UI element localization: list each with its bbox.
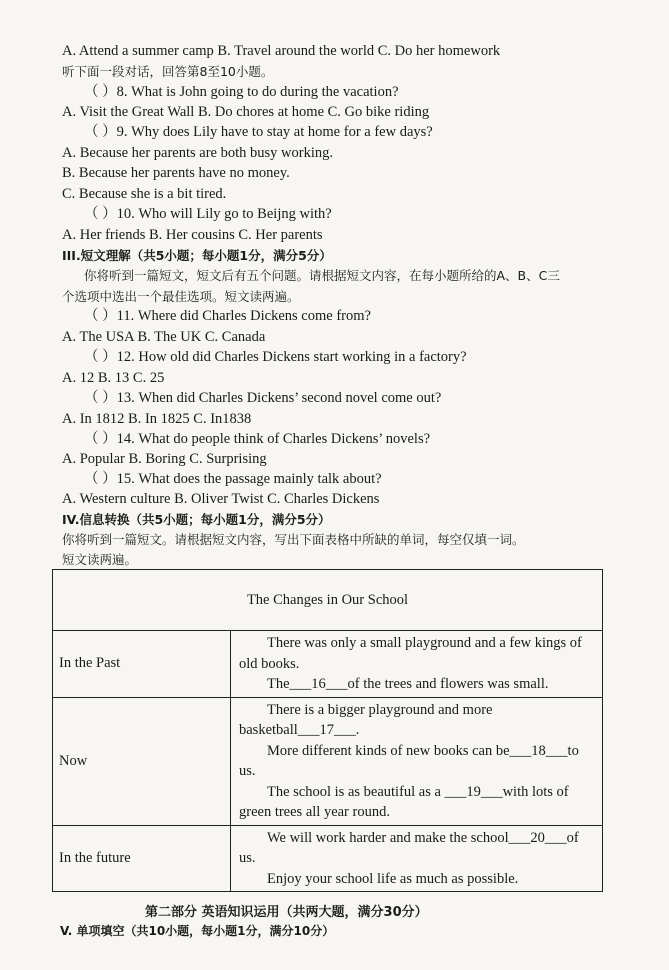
now-sentence-2: More different kinds of new books can be___18___to us.	[239, 742, 579, 779]
question-8: （ ）8. What is John going to do during the vacation?	[84, 84, 399, 100]
future-sentence-2: Enjoy your school life as much as possible.	[267, 870, 519, 887]
past-label: In the Past	[53, 631, 231, 698]
section-iv-instruction-2: 短文读两遍。	[62, 552, 138, 567]
now-sentence-1: There is a bigger playground and more basketball___17___.	[239, 701, 493, 738]
section-iii-heading: III.短文理解（共5小题；每小题1分，满分5分）	[62, 248, 332, 263]
question-9: （ ）9. Why does Lily have to stay at home for a few days?	[84, 124, 433, 140]
q12-options: A. 12 B. 13 C. 25	[62, 370, 165, 386]
q14-options: A. Popular B. Boring C. Surprising	[62, 451, 267, 467]
past-sentence-1: There was only a small playground and a few kings of old books.	[239, 635, 582, 672]
q8-options: A. Visit the Great Wall B. Do chores at home C. Go bike riding	[62, 104, 430, 120]
question-13: （ ）13. When did Charles Dickens’ second novel come out?	[84, 390, 442, 406]
question-15: （ ）15. What does the passage mainly talk about?	[84, 471, 382, 487]
future-sentence-1: We will work harder and make the school___20___of us.	[239, 829, 579, 866]
question-12: （ ）12. How old did Charles Dickens start working in a factory?	[84, 349, 467, 365]
section-iv-instruction-1: 你将听到一篇短文。请根据短文内容，写出下面表格中所缺的单词，每空仅填一词。	[62, 532, 525, 547]
question-11: （ ）11. Where did Charles Dickens come from?	[84, 308, 371, 324]
q13-options: A. In 1812 B. In 1825 C. In1838	[62, 411, 252, 427]
future-content	[231, 825, 603, 892]
now-label: Now	[53, 697, 231, 825]
table-title: The Changes in Our School	[53, 570, 603, 631]
q9-option-b: B. Because her parents have no money.	[62, 165, 290, 181]
dialogue-instruction: 听下面一段对话，回答第8至10小题。	[62, 64, 274, 79]
q9-option-c: C. Because she is a bit tired.	[62, 186, 227, 202]
q10-options: A. Her friends B. Her cousins C. Her parents	[62, 227, 323, 243]
past-sentence-2: The___16___of the trees and flowers was small.	[267, 676, 549, 692]
school-changes-table	[52, 569, 603, 892]
now-sentence-3: The school is as beautiful as a ___19___with lots of green trees all year round.	[239, 783, 569, 820]
section-v-heading: V. 单项填空（共10小题，每小题1分，满分10分）	[60, 924, 335, 938]
section-iii-instruction-1: 你将听到一篇短文，短文后有五个问题。请根据短文内容，在每小题所给的A、B、C三	[84, 268, 560, 283]
q11-options: A. The USA B. The UK C. Canada	[62, 329, 266, 345]
section-iv-heading: IV.信息转换（共5小题；每小题1分，满分5分）	[62, 512, 331, 527]
q7-options: A. Attend a summer camp B. Travel around the world C. Do her homework	[62, 43, 501, 59]
future-label: In the future	[53, 825, 231, 892]
question-14: （ ）14. What do people think of Charles Dickens’ novels?	[84, 431, 431, 447]
part-two-title: 第二部分 英语知识运用（共两大题，满分30分）	[145, 905, 428, 920]
q15-options: A. Western culture B. Oliver Twist C. Charles Dickens	[62, 491, 380, 507]
question-10: （ ）10. Who will Lily go to Beijng with?	[84, 206, 332, 222]
section-iii-instruction-2: 个选项中选出一个最佳选项。短文读两遍。	[62, 289, 300, 304]
past-content	[231, 631, 603, 698]
q9-option-a: A. Because her parents are both busy working.	[62, 145, 333, 161]
now-content	[231, 697, 603, 825]
